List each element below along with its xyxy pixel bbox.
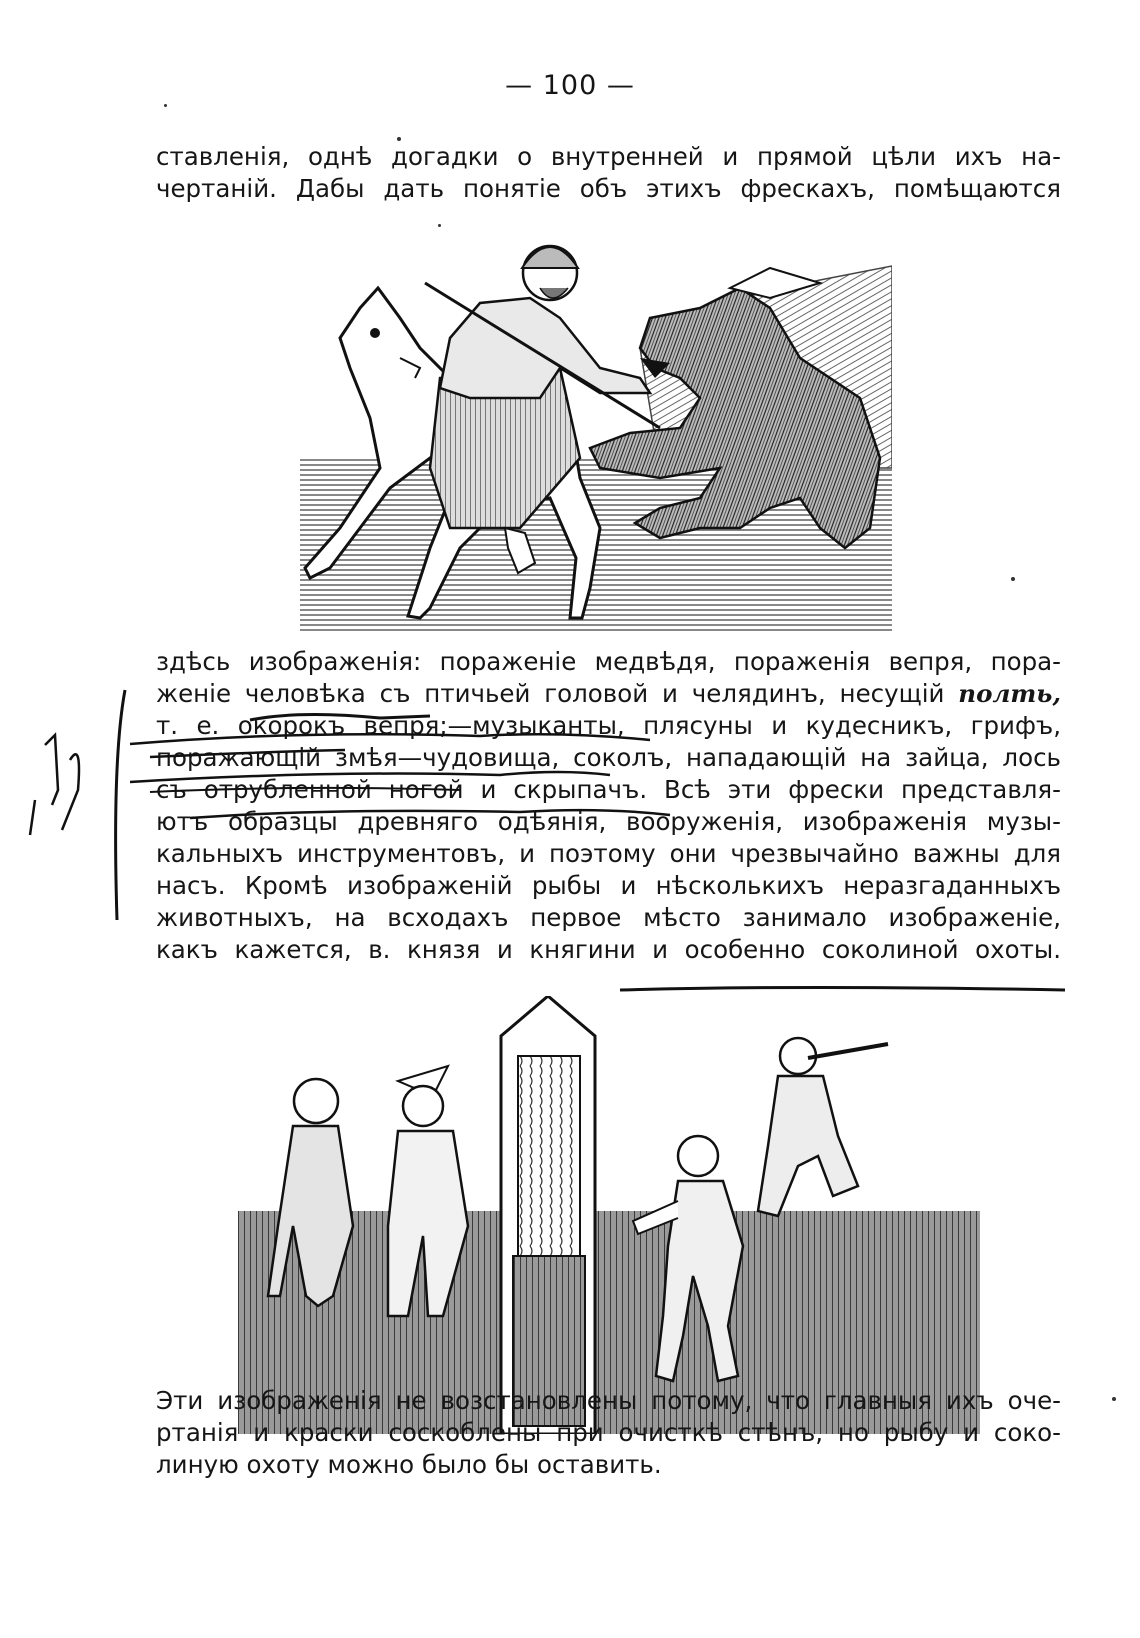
text-line: т. е. окорокъ вепря;—музыканты, плясуны и кудесникъ, грифъ, bbox=[156, 711, 1061, 740]
text-line: линую охоту можно было бы оставить. bbox=[156, 1450, 662, 1479]
margin-scribble bbox=[45, 735, 58, 805]
text-line: насъ. Кромѣ изображеній рыбы и нѣсколькихъ неразгаданныхъ bbox=[156, 871, 1061, 900]
margin-bracket-line bbox=[116, 690, 125, 920]
text-line: Эти изображенія не возстановлены потому, что главныя ихъ оче- bbox=[156, 1386, 1061, 1415]
text-line: животныхъ, на всходахъ первое мѣсто занимало изображеніе, bbox=[156, 903, 1061, 932]
paragraph-closing bbox=[156, 1385, 1061, 1481]
underline-stroke bbox=[620, 988, 1065, 991]
text-line: здѣсь изображенія: пораженіе медвѣдя, пораженія вепря, пора- bbox=[156, 647, 1061, 676]
text-line: ставленія, однѣ догадки о внутренней и прямой цѣли ихъ на- bbox=[156, 142, 1061, 171]
fresco-musicians-dancers-illustration bbox=[238, 996, 980, 1434]
italic-word: полть, bbox=[958, 679, 1061, 708]
scan-speck bbox=[397, 137, 401, 141]
scan-speck bbox=[164, 104, 167, 107]
text-line: ртанія и краски соскоблены при очисткѣ стѣнъ, но рыбу и соко- bbox=[156, 1418, 1061, 1447]
text-line: ютъ образцы древняго одѣянія, вооруженія, изображенія музы- bbox=[156, 807, 1061, 836]
margin-scribble bbox=[62, 754, 79, 830]
paragraph-intro bbox=[156, 141, 1061, 205]
page-number: — 100 — bbox=[505, 70, 635, 101]
text-line-with-italic bbox=[156, 678, 1061, 710]
text-line: съ отрубленной ногой и скрыпачъ. Всѣ эти фрески представля- bbox=[156, 775, 1061, 804]
scan-speck bbox=[1011, 577, 1015, 581]
text-line: какъ кажется, в. князя и княгини и особенно соколиной охоты. bbox=[156, 935, 1061, 964]
text-segment: женіе человѣка съ птичьей головой и челядинъ, несущій bbox=[156, 679, 945, 708]
scan-speck bbox=[1112, 1397, 1116, 1401]
scan-speck bbox=[438, 224, 441, 227]
paragraph-fresco-list bbox=[156, 646, 1061, 966]
margin-scribble bbox=[30, 800, 35, 835]
fresco-rider-bear-illustration bbox=[300, 228, 892, 632]
text-line: поражающій змѣя—чудовища, соколъ, нападающій на зайца, лось bbox=[156, 743, 1061, 772]
text-line: кальныхъ инструментовъ, и поэтому они чрезвычайно важны для bbox=[156, 839, 1061, 868]
text-line: чертаній. Дабы дать понятіе объ этихъ фрескахъ, помѣщаются bbox=[156, 174, 1061, 203]
